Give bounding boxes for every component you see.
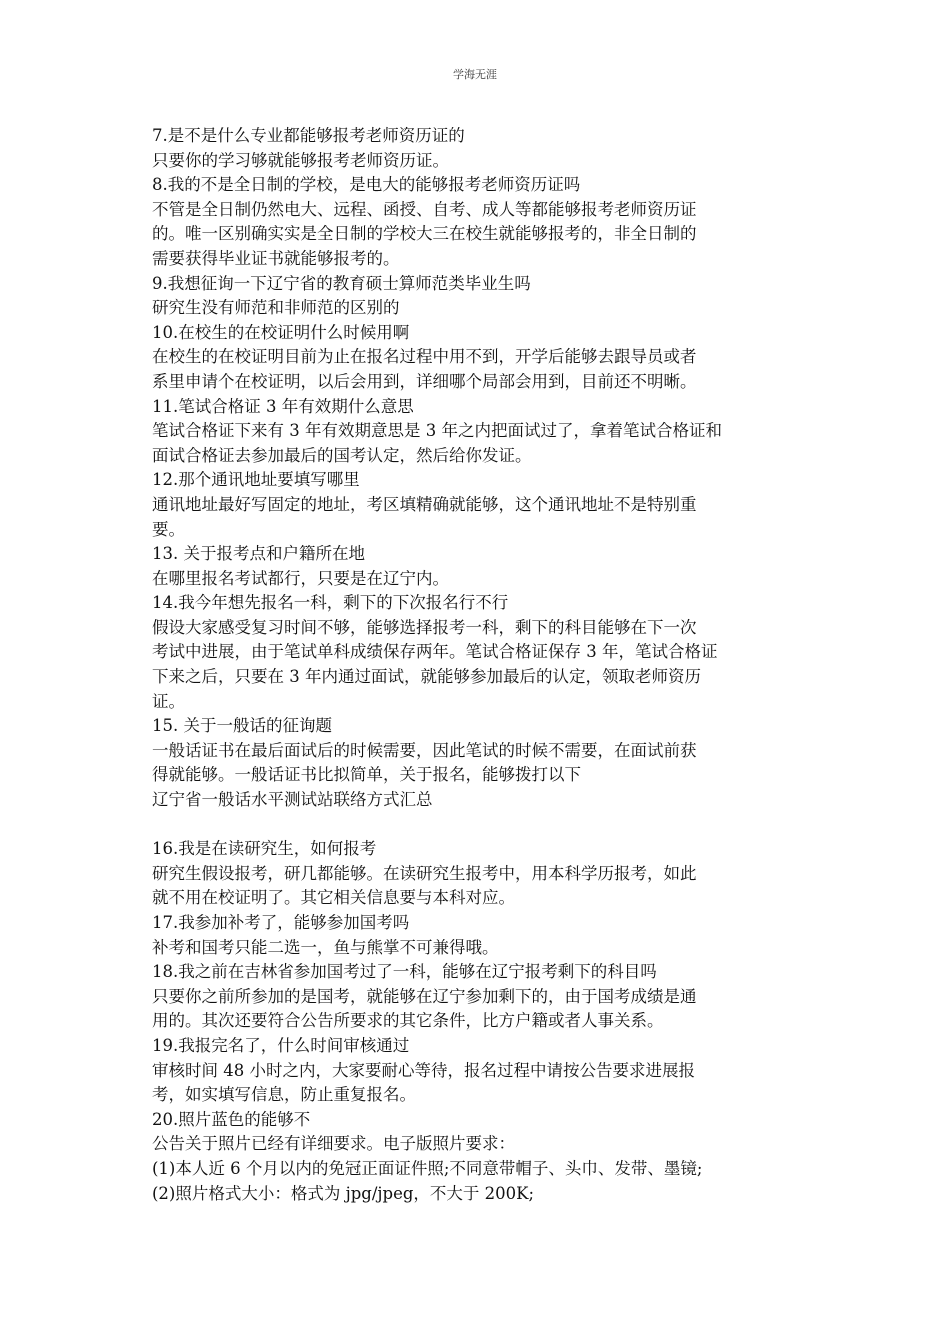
answer-13: 在哪里报名考试都行，只要是在辽宁内。 [152, 568, 449, 588]
answer-15-line-3: 辽宁省一般话水平测试站联络方式汇总 [152, 790, 433, 810]
answer-16-line-2: 就不用在校证明了。其它相关信息要与本科对应。 [152, 888, 515, 908]
answer-17: 补考和国考只能二选一，鱼与熊掌不可兼得哦。 [152, 937, 499, 957]
answer-12-line-2: 要。 [152, 519, 185, 539]
answer-20-line-2: (1)本人近 6 个月以内的免冠正面证件照;不同意带帽子、头巾、发带、墨镜; [152, 1158, 703, 1178]
answer-15-line-2: 得就能够。一般话证书比拟简单，关于报名，能够拨打以下 [152, 765, 581, 785]
answer-10-line-2: 系里申请个在校证明，以后会用到，详细哪个局部会用到，目前还不明晰。 [152, 371, 697, 391]
answer-19-line-1: 审核时间 48 小时之内，大家要耐心等待，报名过程中请按公告要求进展报 [152, 1060, 695, 1080]
answer-20-line-1: 公告关于照片已经有详细要求。电子版照片要求： [152, 1134, 515, 1154]
answer-20-line-3: (2)照片格式大小：格式为 jpg/jpeg，不大于 200K; [152, 1183, 535, 1203]
question-16: 16.我是在读研究生，如何报考 [152, 839, 377, 859]
answer-18-line-1: 只要你之前所参加的是国考，就能够在辽宁参加剩下的，由于国考成绩是通 [152, 986, 697, 1006]
page-header: 学海无涯 [453, 68, 497, 81]
answer-18-line-2: 用的。其次还要符合公告所要求的其它条件，比方户籍或者人事关系。 [152, 1011, 664, 1031]
question-10: 10.在校生的在校证明什么时候用啊 [152, 322, 410, 342]
question-14: 14.我今年想先报名一科，剩下的下次报名行不行 [152, 593, 509, 613]
question-8: 8.我的不是全日制的学校，是电大的能够报考老师资历证吗 [152, 175, 581, 195]
question-20: 20.照片蓝色的能够不 [152, 1109, 311, 1129]
answer-14-line-2: 考试中进展，由于笔试单科成绩保存两年。笔试合格证保存 3 年，笔试合格证 [152, 642, 718, 662]
answer-16-line-1: 研究生假设报考，研几都能够。在读研究生报考中，用本科学历报考，如此 [152, 863, 697, 883]
answer-8-line-3: 需要获得毕业证书就能够报考的。 [152, 248, 400, 268]
question-18: 18.我之前在吉林省参加国考过了一科，能够在辽宁报考剩下的科目吗 [152, 962, 657, 982]
question-13: 13. 关于报考点和户籍所在地 [152, 544, 365, 564]
answer-8-line-2: 的。唯一区别确实实是全日制的学校大三在校生就能够报考的，非全日制的 [152, 224, 697, 244]
question-12: 12.那个通讯地址要填写哪里 [152, 470, 360, 490]
answer-15-line-1: 一般话证书在最后面试后的时候需要，因此笔试的时候不需要，在面试前获 [152, 740, 697, 760]
question-11: 11.笔试合格证 3 年有效期什么意思 [152, 396, 414, 416]
answer-14-line-1: 假设大家感受复习时间不够，能够选择报考一科，剩下的科目能够在下一次 [152, 617, 697, 637]
answer-11-line-1: 笔试合格证下来有 3 年有效期意思是 3 年之内把面试过了，拿着笔试合格证和 [152, 421, 722, 441]
answer-10-line-1: 在校生的在校证明目前为止在报名过程中用不到，开学后能够去跟导员或者 [152, 347, 697, 367]
question-17: 17.我参加补考了，能够参加国考吗 [152, 913, 410, 932]
question-19: 19.我报完名了，什么时间审核通过 [152, 1035, 410, 1055]
answer-11-line-2: 面试合格证去参加最后的国考认定，然后给你发证。 [152, 445, 532, 465]
answer-12-line-1: 通讯地址最好写固定的地址，考区填精确就能够，这个通讯地址不是特别重 [152, 494, 697, 514]
question-15: 15. 关于一般话的征询题 [152, 716, 332, 736]
answer-14-line-3: 下来之后，只要在 3 年内通过面试，就能够参加最后的认定，领取老师资历 [152, 667, 701, 687]
answer-8-line-1: 不管是全日制仍然电大、远程、函授、自考、成人等都能够报考老师资历证 [152, 199, 697, 219]
answer-14-line-4: 证。 [152, 691, 185, 711]
answer-19-line-2: 考，如实填写信息，防止重复报名。 [152, 1085, 416, 1105]
blank-line [152, 813, 804, 838]
question-9: 9.我想征询一下辽宁省的教育硕士算师范类毕业生吗 [152, 273, 531, 293]
answer-9: 研究生没有师范和非师范的区别的 [152, 298, 400, 318]
answer-7: 只要你的学习够就能够报考老师资历证。 [152, 150, 449, 170]
question-7: 7.是不是什么专业都能够报考老师资历证的 [152, 126, 465, 145]
document-body [152, 124, 804, 1206]
